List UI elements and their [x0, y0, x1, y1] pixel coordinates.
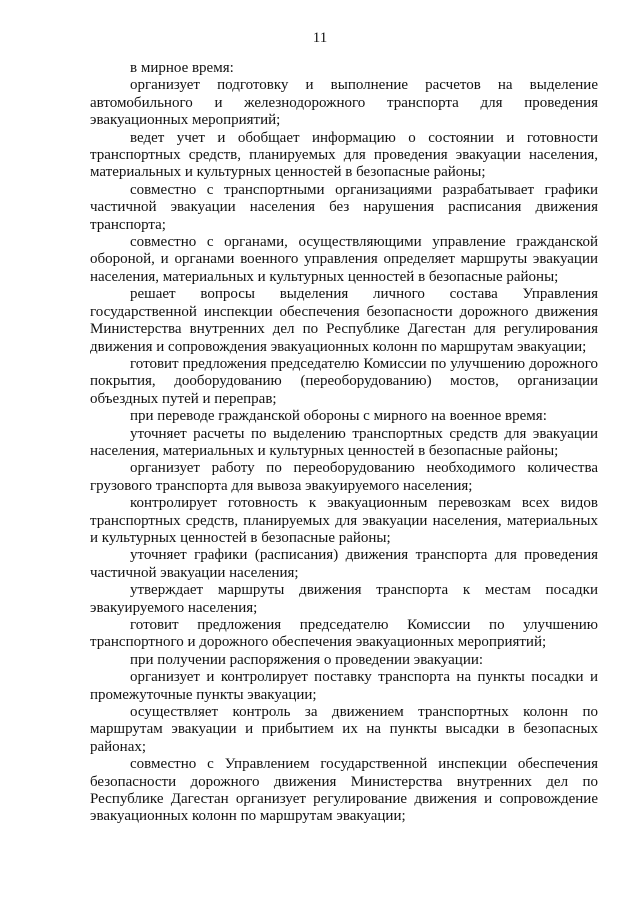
- paragraph: осуществляет контроль за движением транспортных колонн по маршрутам эвакуации и прибытием их на пункты высадки в безопасных районах;: [90, 704, 598, 755]
- paragraph-transition-heading: при переводе гражданской обороны с мирного на военное время:: [130, 408, 547, 425]
- paragraph: организует подготовку и выполнение расчетов на выделение автомобильного и железнодорожного транспорта для проведения эвакуационных мероприятий;: [90, 77, 598, 129]
- paragraph: ведет учет и обобщает информацию о состоянии и готовности транспортных средств, планируемых для проведения эвакуации населения, материальных и культурных ценностей в безопасные районы;: [90, 129, 598, 181]
- paragraph: организует и контролирует поставку транспорта на пункты посадки и промежуточные пункты эвакуации;: [90, 669, 598, 703]
- page-number: 11: [312, 30, 328, 46]
- paragraph: готовит предложения председателю Комиссии по улучшению транспортного и дорожного обеспечения эвакуационных мероприятий;: [90, 617, 598, 651]
- paragraph: решает вопросы выделения личного состава Управления государственной инспекции обеспечения безопасности дорожного движения Министерства внутренних дел по Республике Дагестан для регулирования движения и сопровождения эвакуационных колонн по маршрутам эвакуации;: [90, 286, 598, 355]
- document-body: [90, 60, 598, 826]
- paragraph: совместно с органами, осуществляющими управление гражданской обороной, и органами военного управления определяет маршруты эвакуации населения, материальных и культурных ценностей в безопасные районы;: [90, 234, 598, 285]
- paragraph: совместно с Управлением государственной инспекции обеспечения безопасности дорожного движения Министерства внутренних дел по Республике Дагестан организует регулирование движения и сопровождение эвакуационных колонн по маршрутам эвакуации;: [90, 756, 598, 825]
- paragraph: уточняет расчеты по выделению транспортных средств для эвакуации населения, материальных и культурных ценностей в безопасные районы;: [90, 425, 598, 459]
- paragraph: утверждает маршруты движения транспорта к местам посадки эвакуируемого населения;: [90, 582, 598, 616]
- paragraph: контролирует готовность к эвакуационным перевозкам всех видов транспортных средств, планируемых для эвакуации населения, материальных и культурных ценностей в безопасные районы;: [90, 495, 598, 546]
- paragraph: готовит предложения председателю Комиссии по улучшению дорожного покрытия, дооборудованию (переоборудованию) мостов, организации объездных путей и переправ;: [90, 355, 598, 407]
- paragraph-peacetime-heading: в мирное время:: [130, 60, 234, 76]
- paragraph: совместно с транспортными организациями разрабатывает графики частичной эвакуации населения без нарушения расписания движения транспорта;: [90, 181, 598, 233]
- paragraph: организует работу по переоборудованию необходимого количества грузового транспорта для вывоза эвакуируемого населения;: [90, 460, 598, 494]
- paragraph-evacuation-order-heading: при получении распоряжения о проведении эвакуации:: [130, 651, 484, 668]
- paragraph: уточняет графики (расписания) движения транспорта для проведения частичной эвакуации населения;: [90, 547, 598, 581]
